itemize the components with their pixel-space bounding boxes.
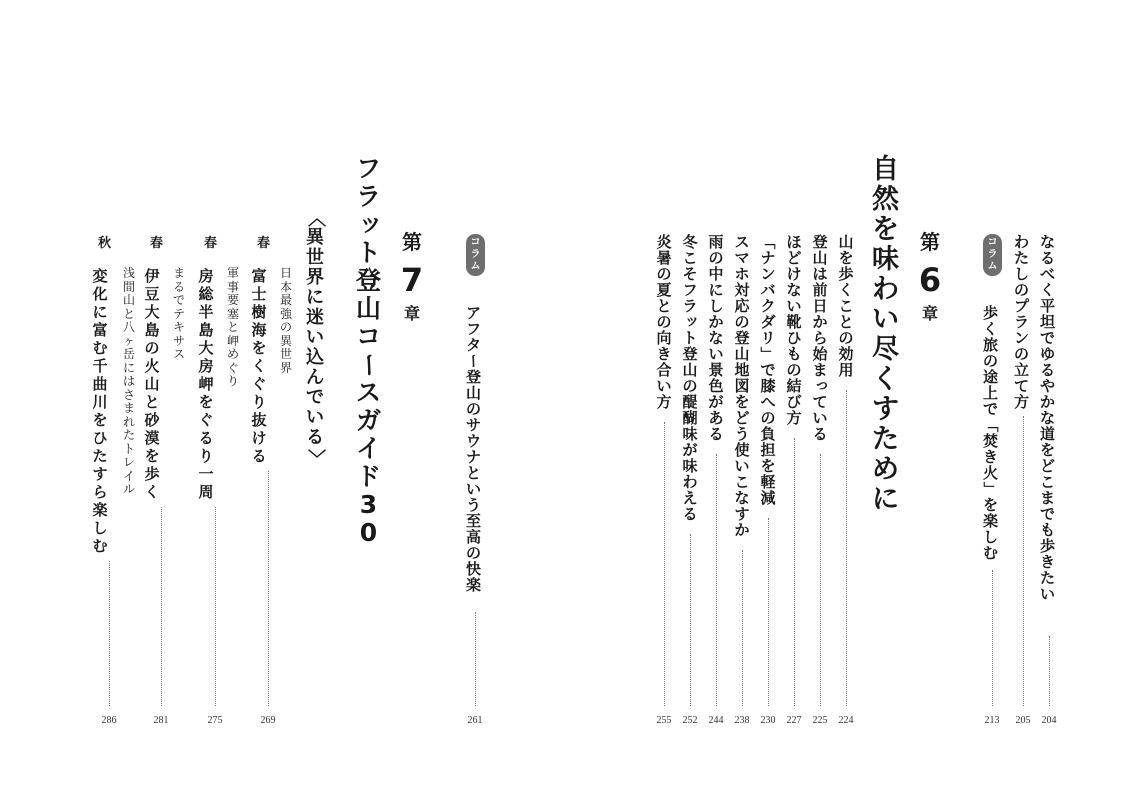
column-badge: コ ラ ム (983, 234, 1002, 276)
entry-subtitle: 浅 間 山 と 八 ヶ 岳 に は さ ま れ た ト レ イ ル (122, 266, 135, 496)
page-number: 281 (153, 715, 169, 726)
toc-entry-title[interactable]: わ た し の プ ラ ン の 立 て 方 (1014, 233, 1030, 411)
toc-entry-title[interactable]: 富 士 樹 海 を く ぐ り 抜 け る (251, 267, 267, 465)
chapter-subtitle: 〈 異 世 界 に 迷 い 込 ん で い る 〉 (305, 209, 326, 467)
leader-dots (768, 518, 769, 706)
toc-entry-title[interactable]: 「 ナ ン バ ク ダ リ 」 で 膝 へ の 負 担 を 軽 減 (758, 234, 777, 507)
chapter-label-prefix: 第 (402, 230, 422, 254)
page-number: 286 (101, 715, 117, 726)
leader-dots (716, 454, 717, 706)
entry-subtitle: 日 本 最 強 の 異 世 界 (279, 266, 292, 375)
toc-entry-title[interactable]: 冬 こ そ フ ラ ッ ト 登 山 の 醍 醐 味 が 味 わ え る (682, 233, 700, 523)
page-number: 238 (734, 715, 750, 726)
leader-dots (846, 390, 847, 706)
leader-dots (1049, 636, 1050, 706)
leader-dots (268, 471, 269, 706)
chapter-heading (394, 232, 430, 322)
page-number: 227 (786, 715, 802, 726)
page-number: 261 (467, 715, 483, 726)
leader-dots (794, 438, 795, 706)
leader-dots (742, 550, 743, 706)
leader-dots (690, 534, 691, 706)
leader-dots (109, 561, 110, 706)
page-number: 204 (1041, 715, 1057, 726)
page-number: 252 (682, 715, 698, 726)
toc-entry-title[interactable]: 変 化 に 富 む 千 曲 川 を ひ た す ら 楽 し む (92, 267, 108, 555)
toc-entry-title[interactable]: ほ ど け な い 靴 ひ も の 結 び 方 (786, 233, 802, 427)
leader-dots (215, 507, 216, 706)
season-label: 春 (150, 236, 164, 251)
chapter-title: 自 然 を 味 わ い 尽 く す た め に (872, 154, 899, 515)
leader-dots (1023, 416, 1024, 706)
season-label: 春 (204, 236, 218, 251)
leader-dots (664, 422, 665, 706)
page-number: 224 (838, 715, 854, 726)
chapter-title: フ ラ ッ ト 登 山 コ ー ス ガ イ ド 3 0 (354, 154, 384, 547)
column-title[interactable]: 歩 く 旅 の 途 上 で 「 焚 き 火 」 を 楽 し む (981, 304, 1000, 562)
toc-entry-title[interactable]: 炎 暑 の 夏 と の 向 き 合 い 方 (656, 233, 672, 411)
leader-dots (820, 454, 821, 706)
column-title[interactable]: ア フ タ ー 登 山 の サ ウ ナ と い う 至 高 の 快 楽 (464, 304, 483, 594)
page-number: 275 (207, 715, 223, 726)
page-number: 213 (984, 715, 1000, 726)
toc-entry-title[interactable]: 房 総 半 島 大 房 岬 を ぐ る り 一 周 (198, 267, 214, 501)
toc-entry-title[interactable]: 雨 の 中 に し か な い 景 色 が あ る (708, 233, 724, 443)
leader-dots (161, 507, 162, 706)
season-label: 春 (257, 236, 271, 251)
chapter-label-prefix: 第 (920, 230, 940, 254)
chapter-number: 6 (918, 261, 942, 299)
chapter-label-suffix: 章 (403, 304, 420, 323)
toc-entry-title[interactable]: な る べ く 平 坦 で ゆ る や か な 道 を ど こ ま で も 歩 き た い (1040, 233, 1056, 603)
page-number: 230 (760, 715, 776, 726)
entry-subtitle: ま る で テ キ サ ス (172, 266, 185, 361)
page-number: 255 (656, 715, 672, 726)
toc-entry-title[interactable]: 山 を 歩 く こ と の 効 用 (838, 233, 854, 379)
chapter-label-suffix: 章 (921, 304, 938, 323)
chapter-number: 7 (400, 261, 424, 299)
page-number: 205 (1015, 715, 1031, 726)
toc-entry-title[interactable]: 伊 豆 大 島 の 火 山 と 砂 漠 を 歩 く (144, 267, 160, 501)
leader-dots (475, 612, 476, 706)
season-label: 秋 (98, 236, 112, 251)
column-badge: コ ラ ム (466, 234, 485, 276)
page-number: 225 (812, 715, 828, 726)
chapter-heading (912, 232, 948, 322)
entry-subtitle: 軍 事 要 塞 と 岬 め ぐ り (226, 266, 239, 388)
page-number: 244 (708, 715, 724, 726)
toc-entry-title[interactable]: 登 山 は 前 日 か ら 始 ま っ て い る (812, 233, 830, 443)
leader-dots (992, 570, 993, 706)
toc-entry-title[interactable]: ス マ ホ 対 応 の 登 山 地 図 を ど う 使 い こ な す か (734, 233, 750, 539)
page-number: 269 (260, 715, 276, 726)
